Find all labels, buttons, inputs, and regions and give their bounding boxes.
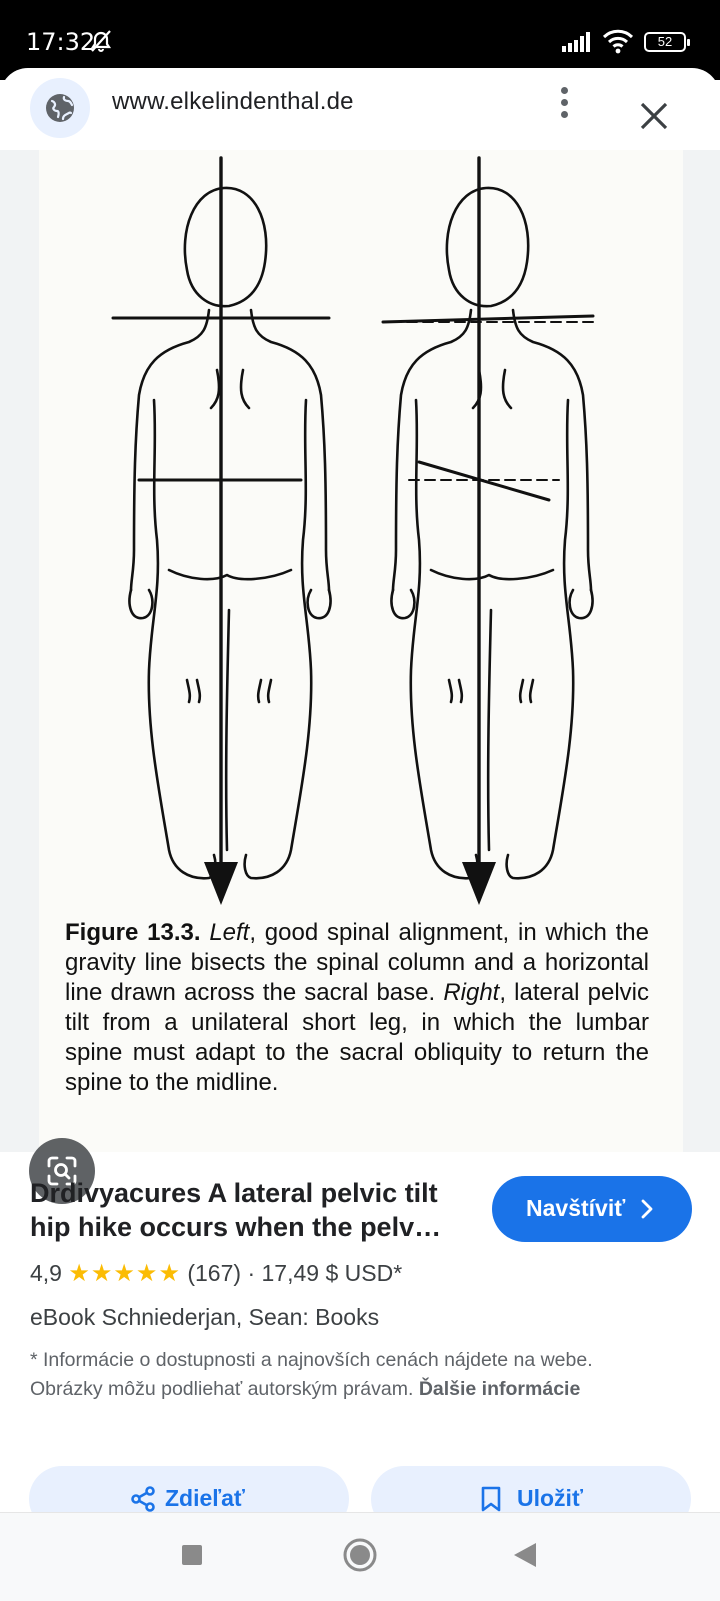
share-button-label: Zdieľať [165, 1485, 245, 1511]
caption-label: Figure 13.3. [65, 919, 201, 946]
disclaimer [30, 1346, 630, 1404]
navigation-bar [0, 1512, 720, 1601]
rating-row [30, 1259, 402, 1288]
url-bar [0, 68, 720, 150]
bookmark-icon [479, 1485, 503, 1512]
share-button[interactable] [29, 1466, 349, 1512]
site-info-button[interactable] [30, 78, 90, 138]
chevron-right-icon [640, 1199, 654, 1219]
visit-button[interactable] [492, 1176, 692, 1242]
save-button-label: Uložiť [517, 1485, 583, 1511]
price: 17,49 $ USD* [261, 1260, 403, 1286]
caption-text-2: , lateral pelvic tilt from a unilateral short leg, in which the lumbar spine must adapt to the sacral obliquity to return the spine to the midline. [65, 979, 649, 1096]
home-icon[interactable] [342, 1537, 378, 1573]
figure-image [39, 150, 683, 1152]
caption-text-1: , good spinal alignment, in which the gravity line bisects the spinal column and a horizontal line drawn across the sacral base. [65, 919, 649, 1006]
bell-off-icon [88, 28, 114, 54]
rating-value: 4,9 [30, 1260, 62, 1286]
globe-icon [44, 92, 76, 124]
posture-illustration [39, 150, 683, 910]
image-viewer [0, 150, 720, 1152]
battery-icon [644, 32, 686, 52]
caption-right-word: Right [443, 979, 500, 1006]
signal-icon [562, 32, 594, 52]
caption-left-word: Left [209, 919, 250, 946]
status-time: 17:32 [26, 28, 96, 56]
close-icon[interactable] [636, 98, 672, 134]
battery-level: 52 [657, 34, 673, 49]
recents-icon[interactable] [180, 1543, 204, 1567]
right-figure [383, 158, 593, 905]
more-info-link[interactable]: Ďalšie informácie [418, 1378, 581, 1400]
visit-button-label: Navštíviť [526, 1195, 626, 1221]
wifi-icon [602, 28, 634, 54]
product-meta: eBook Schniederjan, Sean: Books [30, 1304, 380, 1330]
save-button[interactable] [371, 1466, 691, 1512]
disclaimer-text: * Informácie o dostupnosti a najnovších cenách nájdete na webe. Obrázky môžu podliehať autorským právam. [30, 1349, 593, 1400]
more-options-icon[interactable] [552, 84, 576, 124]
figure-caption [65, 918, 649, 1098]
left-figure [113, 158, 331, 905]
share-icon [129, 1485, 157, 1512]
back-icon[interactable] [512, 1541, 538, 1569]
rating-stars-icon: ★★★★★ [68, 1260, 181, 1287]
review-count: (167) [187, 1260, 242, 1286]
separator: · [247, 1260, 256, 1286]
result-title[interactable]: Drdivyacures A lateral pelvic tilt hip hike occurs when the pelv… [30, 1178, 442, 1242]
url-text[interactable]: www.elkelindenthal.de [112, 88, 354, 115]
custom-tab-sheet [0, 68, 720, 1512]
